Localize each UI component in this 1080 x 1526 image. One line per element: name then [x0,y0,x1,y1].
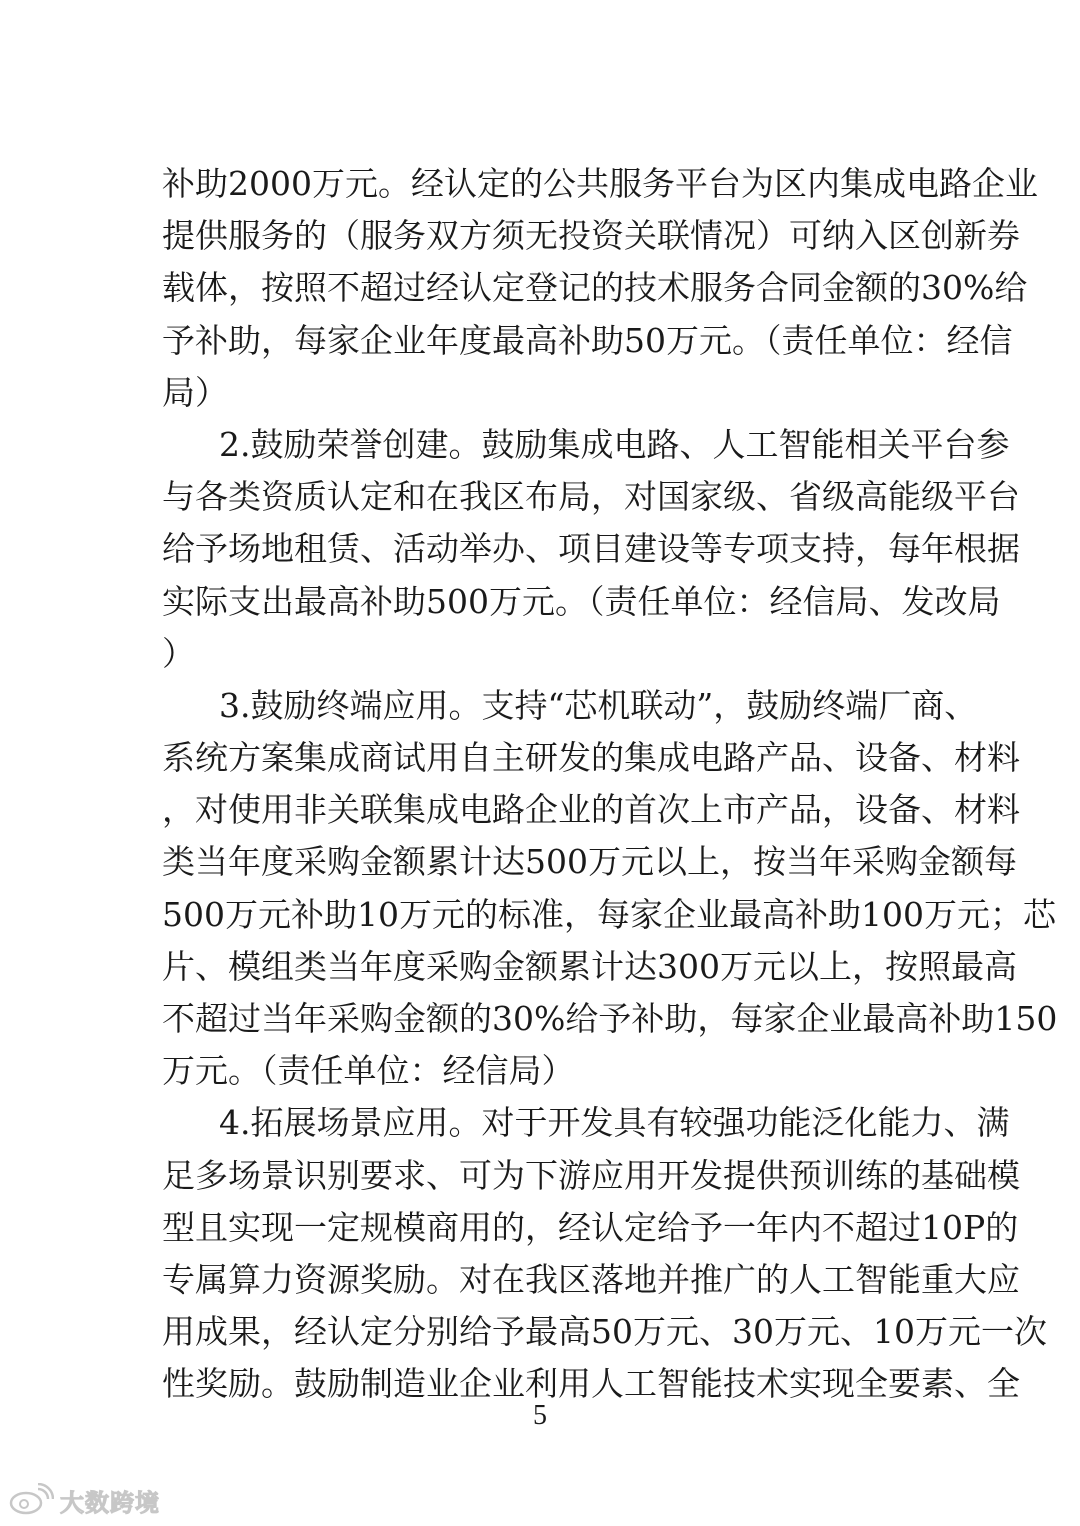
text-line: 万元。（责任单位：经信局） [162,1051,575,1091]
page-number: 5 [533,1400,547,1431]
text-line: 载体，按照不超过经认定登记的技术服务合同金额的30%给 [162,268,1028,308]
text-line: 提供服务的（服务双方须无投资关联情况）可纳入区创新券 [162,216,1020,256]
weibo-like-logo-icon [8,1483,54,1517]
text-line: ，对使用非关联集成电路企业的首次上市产品，设备、材料 [162,790,1020,830]
text-line: 局） [162,372,228,412]
text-line: 予补助，每家企业年度最高补助50万元。（责任单位：经信 [162,320,1013,360]
text-line: 给予场地租赁、活动举办、项目建设等专项支持，每年根据 [162,529,1020,569]
text-line: 用成果，经认定分别给予最高50万元、30万元、10万元一次 [162,1312,1047,1352]
text-line: 片、模组类当年度采购金额累计达300万元以上，按照最高 [162,946,1017,986]
text-line: 3.鼓励终端应用。支持“芯机联动”，鼓励终端厂商、 [219,685,978,725]
text-line: 补助2000万元。经认定的公共服务平台为区内集成电路企业 [162,164,1038,203]
text-line: ） [162,633,195,673]
text-line: 专属算力资源奖励。对在我区落地并推广的人工智能重大应 [162,1259,1020,1299]
watermark-text: 大数跨境 [60,1488,160,1517]
watermark [8,1482,160,1518]
text-line: 2.鼓励荣誉创建。鼓励集成电路、人工智能相关平台参 [219,424,1010,464]
text-line: 型且实现一定规模商用的，经认定给予一年内不超过10P的 [162,1207,1019,1247]
text-line: 类当年度采购金额累计达500万元以上，按当年采购金额每 [162,842,1017,882]
text-line: 与各类资质认定和在我区布局，对国家级、省级高能级平台 [162,477,1020,517]
text-line: 实际支出最高补助500万元。（责任单位：经信局、发改局 [162,581,1001,621]
text-line: 系统方案集成商试用自主研发的集成电路产品、设备、材料 [162,738,1020,778]
text-line: 足多场景识别要求、可为下游应用开发提供预训练的基础模 [162,1155,1020,1195]
text-line: 500万元补助10万元的标准，每家企业最高补助100万元；芯 [162,894,1056,934]
text-line: 4.拓展场景应用。对于开发具有较强功能泛化能力、满 [219,1103,1010,1143]
document-body [162,158,1058,1411]
text-line: 性奖励。鼓励制造业企业利用人工智能技术实现全要素、全 [162,1364,1020,1404]
text-line: 不超过当年采购金额的30%给予补助，每家企业最高补助150 [162,999,1058,1038]
